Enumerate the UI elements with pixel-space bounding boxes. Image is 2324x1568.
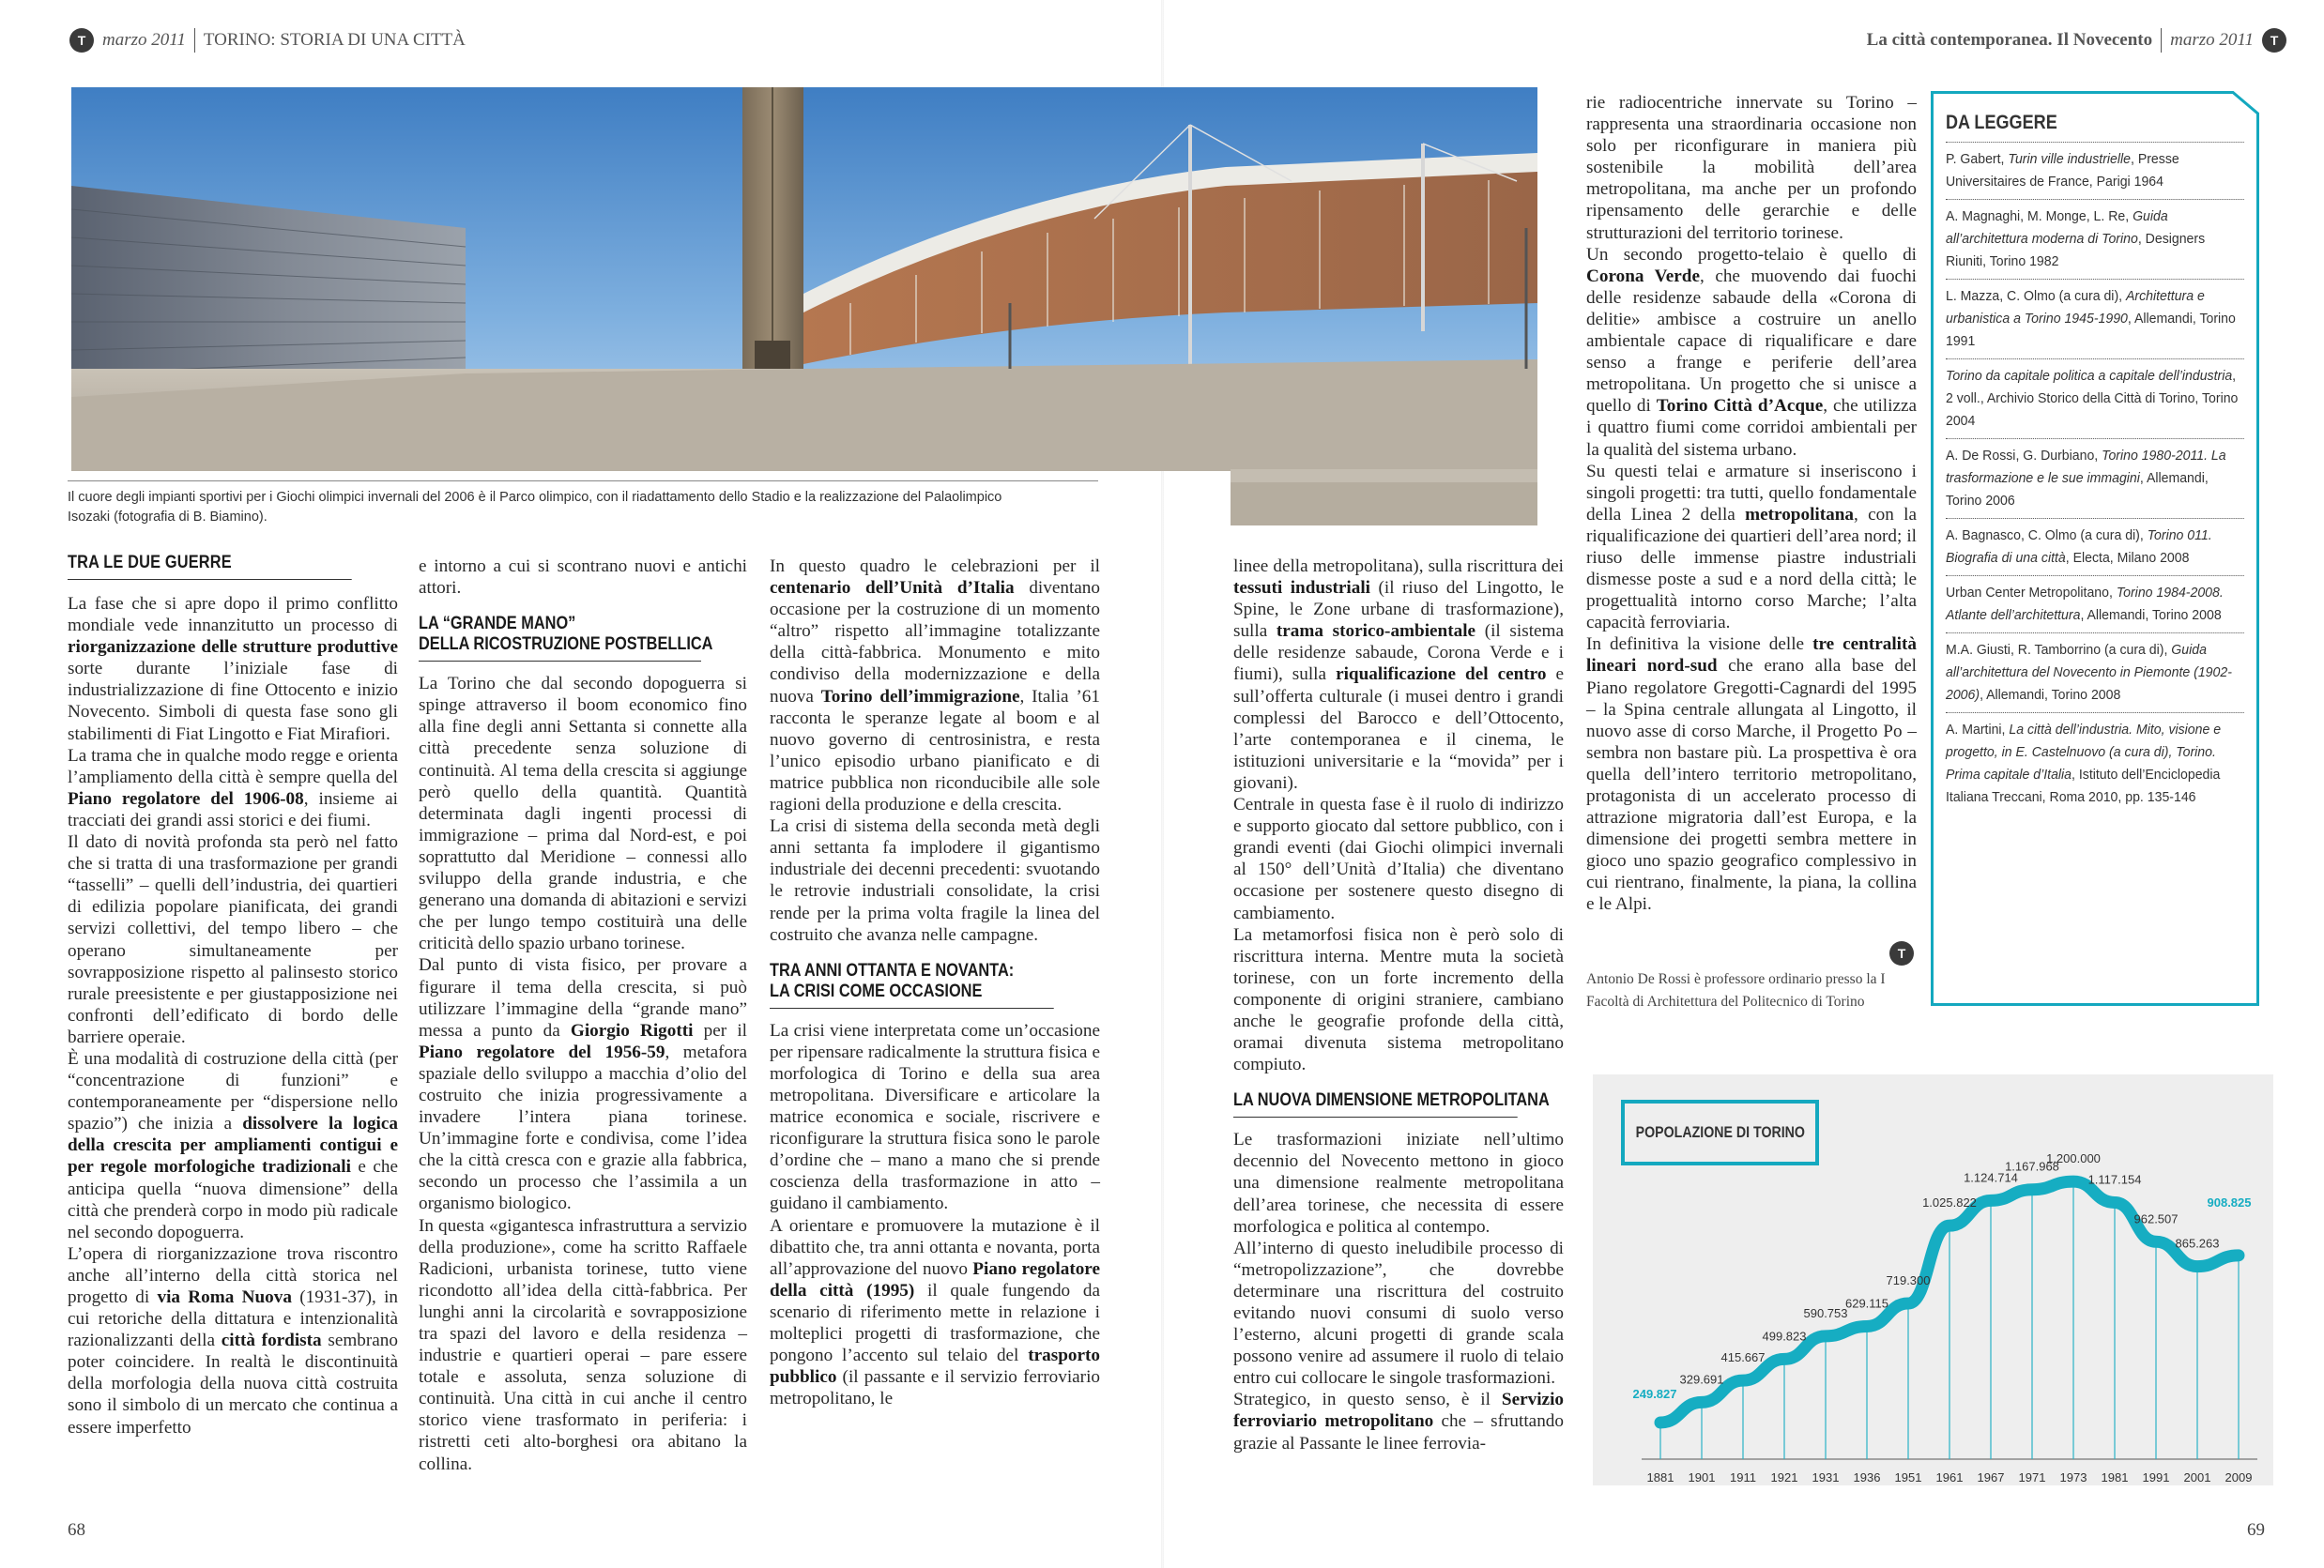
x-tick-label: 2009 [2225,1470,2253,1484]
data-label: 499.823 [1762,1329,1807,1344]
reading-list-item: A. Martini, La città dell’industria. Mito, visione e progetto, in E. Castelnuovo (a cura di), Torino. Prima capitale d’Italia, Istituto dell’Enciclopedia Italiana Treccani, Roma 2010, pp. 135-146 [1946,712,2244,814]
data-label: 1.117.154 [2087,1172,2142,1187]
paragraph: In questo quadro le celebrazioni per il centenario dell’Unità d’Italia diventano occasione per la costruzione di un momento “altro” rispetto all’immagine totalizzante della città-fabbrica. Monumento e mito condiviso della modernizzazione e della nuova Torino dell’immigrazione, Italia ’61 racconta le speranze legate al boom e al nuovo governo di centrosinistra, e resta l’unico episodio urbano pianificato e di matrice pubblica non riconducibile alle sole ragioni della produzione e della crescita. [770,556,1100,815]
page-number-left: 68 [68,1520,85,1540]
paragraph: Un secondo progetto-telaio è quello di Corona Verde, che muovendo dai fuochi delle residenze sabaude della «Corona di delitie» ambisce a costruire un anello ambientale capace di riqualificare e dare senso a frange e periferie dell’area metropolitana. Un progetto che si unisce a quello di Torino Città d’Acque, che utilizza i quattro fiumi come corridoi ambientali per la qualità del sistema urbano. [1586,244,1917,460]
header-left-date: marzo 2011 [102,30,186,50]
column-4 [1233,556,1564,1454]
page-number-right: 69 [2247,1520,2265,1540]
reading-list-item: P. Gabert, Turin ville industrielle, Presse Universitaires de France, Parigi 1964 [1946,142,2244,199]
paragraph: e intorno a cui si scontrano nuovi e antichi attori. [419,556,747,599]
x-tick-label: 1967 [1977,1470,2005,1484]
x-tick-label: 1911 [1730,1470,1756,1484]
paragraph: La metamorfosi fisica non è però solo di riscrittura interna. Mentre muta la società torinese, con un forte incremento della componente di origini straniere, cambiano anche le geografie profonde della città, oramai divenuta sistema metropolitano compiuto. [1233,924,1564,1075]
reading-list-item: M.A. Giusti, R. Tamborrino (a cura di), Guida all’architettura del Novecento in Piemonte (1902-2006), Allemandi, Torino 2008 [1946,632,2244,712]
column-1 [68,552,398,1439]
paragraph: Strategico, in questo senso, è il Servizio ferroviario metropolitano che – sfruttando grazie al Passante le linee ferrovia- [1233,1390,1564,1454]
x-tick-label: 1901 [1688,1470,1716,1484]
population-chart [1593,1074,2273,1485]
data-label: 1.124.714 [1964,1170,2018,1185]
reading-list-item: Torino da capitale politica a capitale dell’industria, 2 voll., Archivio Storico della Città di Torino, Torino 2004 [1946,358,2244,438]
x-tick-label: 1981 [2101,1470,2129,1484]
magazine-logo-icon: T [2262,28,2286,53]
chart-title-box [1621,1100,1819,1165]
author-note: Antonio De Rossi è professore ordinario presso la I Facoltà di Architettura del Politecnico di Torino [1586,971,1886,1010]
data-label: 249.827 [1632,1387,1677,1402]
x-tick-label: 1991 [2142,1470,2170,1484]
data-label: 908.825 [2207,1195,2252,1210]
section-heading: TRA ANNI OTTANTA E NOVANTA: LA CRISI COME OCCASIONE [770,961,1054,1009]
reading-list-item: A. Magnaghi, M. Monge, L. Re, Guida all’architettura moderna di Torino, Designers Riuniti, Torino 1982 [1946,199,2244,279]
paragraph: rie radiocentriche innervate su Torino – rappresenta una straordinaria occasione non solo per riconfigurare in maniera più sostenibile la mobilità dell’area metropolitana, ma anche per un profondo ripensamento delle gerarchie e delle strutturazioni del territorio torinese. [1586,93,1917,243]
paragraph: In questa «gigantesca infrastruttura a servizio della produzione», come ha scritto Raffaele Radicioni, urbanista torinese, tutto viene ricondotto all’idea della città-fabbrica. Per lunghi anni la circolarità e sovrapposizione tra spazi del lavoro e della residenza – industrie e quartieri operai – pare essere totale e assoluta, senza soluzione di continuità. Una città in cui anche il centro storico viene trasformato in periferia: i ristretti ceti alto-borghesi ora abitano la collina. [419,1215,747,1474]
data-label: 719.300 [1886,1273,1931,1288]
paragraph: A orientare e promuovere la mutazione è il dibattito che, tra anni ottanta e novanta, porta all’approvazione del nuovo Piano regolatore della città (1995) il quale fungendo da scenario di riferimento mette in relazione i molteplici progetti di trasformazione, che pongono l’accento sul telaio del trasporto pubblico (il passante e il servizio ferroviario metropolitano, le [770,1215,1100,1409]
olympic-park-photo [71,87,1537,471]
paragraph: È una modalità di costruzione della città (per “concentrazione di funzioni” e contemporaneamente per “dispersione nello spazio”) che inizia a dissolvere la logica della crescita per ampliamenti contigui e per regole morfologiche tradizionali e che anticipa quella “nuova dimensione” della città che prenderà corpo in modo più radicale nel secondo dopoguerra. [68,1048,398,1242]
x-tick-label: 1951 [1894,1470,1922,1484]
header-left-title: TORINO: STORIA DI UNA CITTÀ [203,30,466,50]
photo-extension [1231,469,1537,525]
header-right-date: marzo 2011 [2170,30,2254,50]
section-heading: LA NUOVA DIMENSIONE METROPOLITANA [1233,1090,1518,1118]
column-2 [419,556,747,1475]
header-divider [2161,28,2162,53]
section-heading: TRA LE DUE GUERRE [68,552,352,580]
header-left [69,28,466,53]
paragraph: La Torino che dal secondo dopoguerra si spinge attraverso il boom economico fino alla fine degli anni Settanta si connette alla città precedente senza soluzione di continuità. Al tema della crescita si aggiunge però quello della quantità. Quantità determinata dagli ingenti processi di immigrazione – prima dal Nord-est, e poi soprattutto dal Meridione – connessi allo sviluppo della grande industria, e che generano una domanda di abitazioni e servizi che per lungo tempo costituirà una delle criticità dello spazio urbano torinese. [419,674,747,954]
reading-list-item: L. Mazza, C. Olmo (a cura di), Architettura e urbanistica a Torino 1945-1990, Allemandi, Torino 1991 [1946,279,2244,358]
paragraph: Il dato di novità profonda sta però nel fatto che si tratta di una trasformazione per grandi “tasselli” – quelli dell’industria, dei quartieri di edilizia popolare pianificata, dei grandi servizi collettivi, del tempo libero – che operano simultaneamente per sovrapposizione rispetto al palinsesto storico rurale preesistente e per giustapposizione nei confronti dell’edificato di bordo delle barriere operaie. [68,832,398,1047]
data-label: 962.507 [2133,1211,2179,1226]
caption-rule [68,480,1098,481]
magazine-logo-icon: T [69,28,94,53]
reading-list-item: A. De Rossi, G. Durbiano, Torino 1980-2011. La trasformazione e le sue immagini, Allemandi, Torino 2006 [1946,438,2244,518]
reading-list-item: A. Bagnasco, C. Olmo (a cura di), Torino 011. Biografia di una città, Electa, Milano 2008 [1946,518,2244,575]
header-right-title: La città contemporanea. Il Novecento [1866,30,2153,50]
paragraph: Le trasformazioni iniziate nell’ultimo decennio del Novecento mettono in gioco una dimensione realmente metropolitana dell’area torinese, che necessita di essere morfologica e politica al contempo. [1233,1130,1564,1237]
end-mark-logo-icon: T [1889,941,1914,966]
header-divider [194,28,195,53]
x-tick-label: 1936 [1853,1470,1881,1484]
data-label: 329.691 [1679,1372,1724,1387]
reading-list-box [1931,91,2259,1006]
section-heading: LA “GRANDE MANO” DELLA RICOSTRUZIONE POSTBELLICA [419,614,701,662]
paragraph: L’opera di riorganizzazione trova riscontro anche all’interno della città storica nel progetto di via Roma Nuova (1931-37), in cui retoriche della dittatura e intenzionalità razionalizzanti della città fordista sembrano poter coincidere. In realtà le discontinuità della morfologia della nuova città costruita sono il simbolo di un mercato che continua a essere imperfetto [68,1243,399,1438]
paragraph: In definitiva la visione delle tre centralità lineari nord-sud che erano alla base del Piano regolatore Gregotti-Cagnardi del 1995 – la Spina centrale allungata al Lingotto, il nuovo asse di corso Marche, il Progetto Po – sembra non bastare più. La prospettiva è ora quella dell’intero territorio metropolitano, protagonista di un accelerato processo di attrazione migratoria dall’est Europa, e la dimensione dei progetti sembra mettere in gioco uno spazio geografico complessivo in cui rientrano, finalmente, la piana, la collina e le Alpi. [1586,634,1917,915]
reading-list [1946,142,2244,814]
data-label: 415.667 [1720,1350,1766,1365]
x-tick-label: 1921 [1770,1470,1798,1484]
data-label: 590.753 [1803,1305,1848,1320]
paragraph: Dal punto di vista fisico, per provare a figurare il tema della crescita, si può utilizzare l’immagine della “grande mano” messa a punto da Giorgio Rigotti per il Piano regolatore del 1956-59, metafora spaziale dello sviluppo a macchia d’olio del costruito che inizia progressivamente a invadere l’intera piana torinese. Un’immagine forte e condivisa, come l’idea che la città cresca con e grazie alla fabbrica, secondo un processo che l’assimila a un organismo biologico. [419,955,747,1214]
x-tick-label: 1971 [2018,1470,2046,1484]
paragraph: linee della metropolitana), sulla riscrittura dei tessuti industriali (il riuso del Lingotto, le Spine, le Zone urbane di trasformazione), sulla trama storico-ambientale (il sistema delle residenze sabaude, Corona Verde e i fiumi), sulla riqualificazione del centro e sull’offerta culturale (i musei dentro i grandi complessi del Barocco e dell’Ottocento, l’arte contemporanea e il cinema, le istituzioni universitarie e la “movida” per i giovani). [1233,556,1564,793]
x-tick-label: 1881 [1646,1470,1674,1484]
x-tick-label: 1973 [2059,1470,2087,1484]
header-right [1867,28,2286,53]
data-label: 1.167.968 [2005,1159,2059,1174]
data-label: 629.115 [1844,1296,1889,1311]
paragraph: All’interno di questo ineludibile processo di “metropolizzazione”, che dovrebbe determinare una riscrittura del costruito evitando nuovi consumi di suolo verso l’esterno, alcuni progetti di grande scala possono venire ad assumere il ruolo di telaio entro cui collocare le singole trasformazioni. [1233,1238,1564,1389]
paragraph: Su questi telai e armature si inseriscono i singoli progetti: tra tutti, quello fondamentale della Linea 2 della metropolitana, con la riqualificazione dei quartieri dell’area nord; il riuso delle immense piastre industriali dismesse poste a sud e a nord della città; le progettualità intorno corso Marche; l’alta capacità ferroviaria. [1586,461,1917,633]
paragraph: La trama che in qualche modo regge e orienta l’ampliamento della città è sempre quella del Piano regolatore del 1906-08, insieme ai tracciati dei grandi assi storici e dei fiumi. [68,745,398,830]
x-tick-label: 1961 [1935,1470,1964,1484]
paragraph: La crisi di sistema della seconda metà degli anni settanta fa implodere il gigantismo industriale dei decenni precedenti: svuotando le retrovie industriali consolidate, la crisi rende per la prima volta fragile la linea del costruito che avanza nelle campagne. [770,816,1100,945]
reading-list-title: DA LEGGERE [1946,112,2057,133]
x-tick-label: 2001 [2183,1470,2211,1484]
column-5 [1586,92,1917,916]
column-3 [770,556,1100,1409]
chart-title: POPOLAZIONE DI TORINO [1635,1123,1805,1141]
reading-list-item: Urban Center Metropolitano, Torino 1984-2008. Atlante dell’architettura, Allemandi, Torino 2008 [1946,575,2244,632]
data-label: 865.263 [2175,1236,2220,1251]
data-label: 1.200.000 [2046,1151,2101,1166]
paragraph: La crisi viene interpretata come un’occasione per ripensare radicalmente la struttura fisica e morfologica di Torino e della sua area metropolitana. Diversificare e articolare la matrice economica e sociale, riscrivere e riconfigurare la struttura fisica sono le parole d’ordine che – mano a mano che si prende coscienza della trasformazione in atto – guidano il cambiamento. [770,1020,1100,1214]
photo-caption: Il cuore degli impianti sportivi per i Giochi olimpici invernali del 2006 è il Parco olimpico, con il riadattamento dello Stadio e la realizzazione del Palaolimpico Isozaki (fotografia di B. Biamino). [68,490,1002,525]
paragraph: La fase che si apre dopo il primo conflitto mondiale vede innanzitutto un processo di riorganizzazione delle strutture produttive sorte durante l’iniziale fase di industrializzazione di fine Ottocento e inizio Novecento. Simboli di questa fase sono gli stabilimenti di Fiat Lingotto e Fiat Mirafiori. [68,594,398,744]
paragraph: Centrale in questa fase è il ruolo di indirizzo e supporto giocato dal settore pubblico, con i grandi eventi (dai Giochi olimpici invernali al 150° dell’Unità d’Italia) che diventano occasione per sostenere questo disegno di cambiamento. [1233,795,1564,923]
x-tick-label: 1931 [1812,1470,1840,1484]
data-label: 1.025.822 [1922,1195,1977,1210]
